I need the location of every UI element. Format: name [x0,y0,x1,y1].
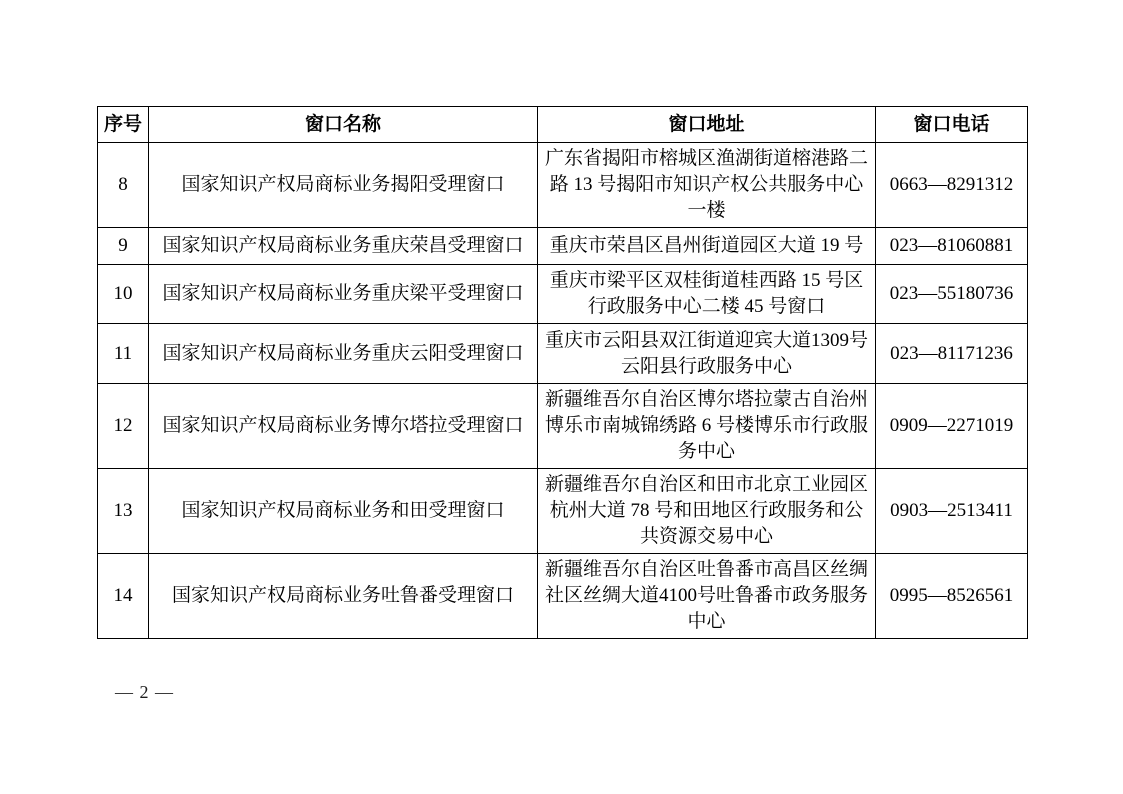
header-phone: 窗口电话 [876,107,1028,143]
page-number: — 2 — [115,682,174,702]
cell-phone: 023—81171236 [876,324,1028,384]
header-name: 窗口名称 [149,107,538,143]
cell-address: 重庆市云阳县双江街道迎宾大道1309号云阳县行政服务中心 [538,324,876,384]
cell-index: 11 [98,324,149,384]
table-header-row [98,107,1028,143]
cell-phone: 0995—8526561 [876,554,1028,639]
cell-index: 14 [98,554,149,639]
cell-index: 9 [98,228,149,265]
cell-phone: 0903—2513411 [876,469,1028,554]
cell-name: 国家知识产权局商标业务重庆荣昌受理窗口 [149,228,538,265]
cell-phone: 0909—2271019 [876,384,1028,469]
cell-address: 重庆市梁平区双桂街道桂西路 15 号区行政服务中心二楼 45 号窗口 [538,265,876,324]
cell-name: 国家知识产权局商标业务重庆梁平受理窗口 [149,265,538,324]
cell-name: 国家知识产权局商标业务和田受理窗口 [149,469,538,554]
table-row [98,143,1028,228]
cell-address: 新疆维吾尔自治区博尔塔拉蒙古自治州博乐市南城锦绣路 6 号楼博乐市行政服务中心 [538,384,876,469]
header-address: 窗口地址 [538,107,876,143]
cell-address: 新疆维吾尔自治区吐鲁番市高昌区丝绸社区丝绸大道4100号吐鲁番市政务服务中心 [538,554,876,639]
cell-address: 新疆维吾尔自治区和田市北京工业园区杭州大道 78 号和田地区行政服务和公共资源交易中心 [538,469,876,554]
table-row [98,324,1028,384]
table-row [98,265,1028,324]
service-window-table [97,106,1028,639]
cell-index: 12 [98,384,149,469]
table-row [98,384,1028,469]
cell-phone: 023—81060881 [876,228,1028,265]
cell-index: 8 [98,143,149,228]
cell-phone: 0663—8291312 [876,143,1028,228]
cell-index: 13 [98,469,149,554]
cell-index: 10 [98,265,149,324]
cell-name: 国家知识产权局商标业务博尔塔拉受理窗口 [149,384,538,469]
header-index: 序号 [98,107,149,143]
cell-address: 广东省揭阳市榕城区渔湖街道榕港路二路 13 号揭阳市知识产权公共服务中心一楼 [538,143,876,228]
cell-phone: 023—55180736 [876,265,1028,324]
table-row [98,469,1028,554]
cell-name: 国家知识产权局商标业务揭阳受理窗口 [149,143,538,228]
cell-name: 国家知识产权局商标业务吐鲁番受理窗口 [149,554,538,639]
table-row [98,554,1028,639]
cell-name: 国家知识产权局商标业务重庆云阳受理窗口 [149,324,538,384]
cell-address: 重庆市荣昌区昌州街道园区大道 19 号 [538,228,876,265]
table-row [98,228,1028,265]
